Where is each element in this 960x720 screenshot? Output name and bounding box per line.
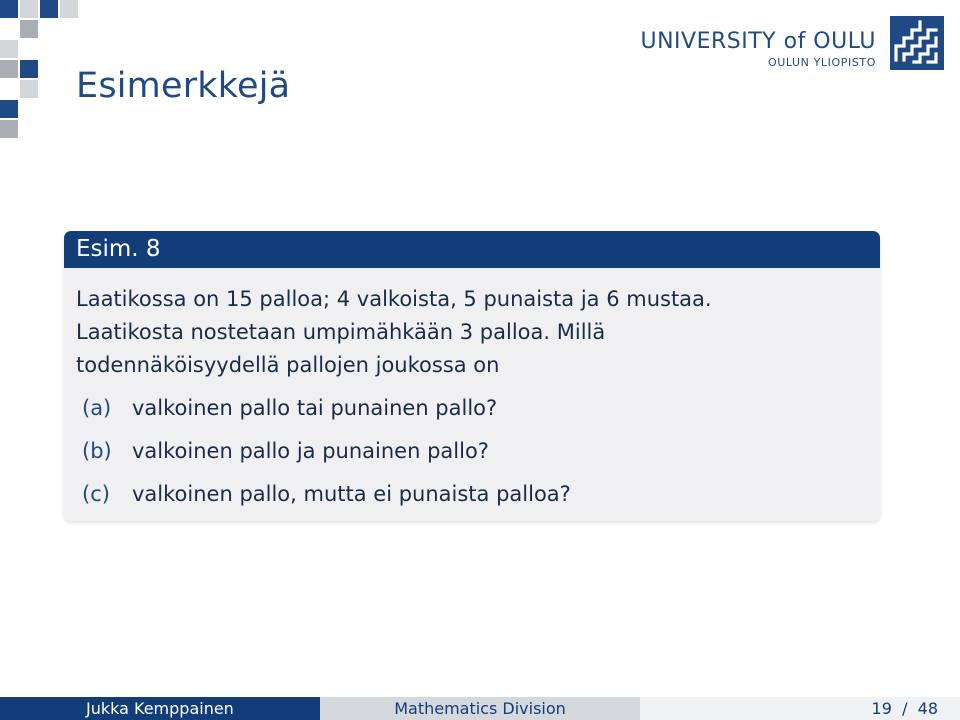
university-emblem-icon [890,16,944,70]
example-title: Esim. 8 [64,231,880,268]
page-total: 48 [917,699,938,718]
intro-line: todennäköisyydellä pallojen joukossa on [76,353,500,377]
example-block [64,231,880,521]
page-separator [907,699,912,718]
question-item [76,434,868,477]
question-text: valkoinen pallo tai punainen pallo? [132,396,498,420]
question-item [76,391,868,434]
mosaic-square [40,0,58,18]
logo-main-text: UNIVERSITY of OULU [640,29,876,54]
question-text: valkoinen pallo ja punainen pallo? [132,439,489,463]
mosaic-square [20,20,38,38]
intro-line: Laatikosta nostetaan umpimähkään 3 palloa. Millä [76,320,606,344]
mosaic-square [0,100,18,118]
intro-line: Laatikossa on 15 palloa; 4 valkoista, 5 punaista ja 6 mustaa. [76,287,712,311]
mosaic-square [0,0,18,18]
question-text: valkoinen pallo, mutta ei punaista palloa? [132,482,571,506]
corner-mosaic-decoration [0,0,80,140]
page-current: 19 [871,699,892,718]
footer-page-number [640,697,960,720]
question-marker: (b) [82,439,112,463]
mosaic-square [20,0,38,18]
mosaic-square [20,60,38,78]
example-body [64,268,880,520]
mosaic-square [60,0,78,18]
mosaic-square [0,120,18,138]
question-list [76,391,868,520]
example-intro [76,283,868,382]
mosaic-square [0,60,18,78]
page-slash: / [902,699,908,718]
university-logo-text [641,30,877,69]
question-marker: (a) [82,396,112,420]
mosaic-square [20,80,38,98]
footer-author: Jukka Kemppainen [0,697,320,720]
question-item [76,477,868,520]
logo-sub-text: OULUN YLIOPISTO [767,56,876,69]
slide-footer [0,697,960,720]
mosaic-square [0,40,18,58]
frame-title: Esimerkkejä [76,66,291,106]
question-marker: (c) [82,482,110,506]
footer-institute: Mathematics Division [320,697,640,720]
